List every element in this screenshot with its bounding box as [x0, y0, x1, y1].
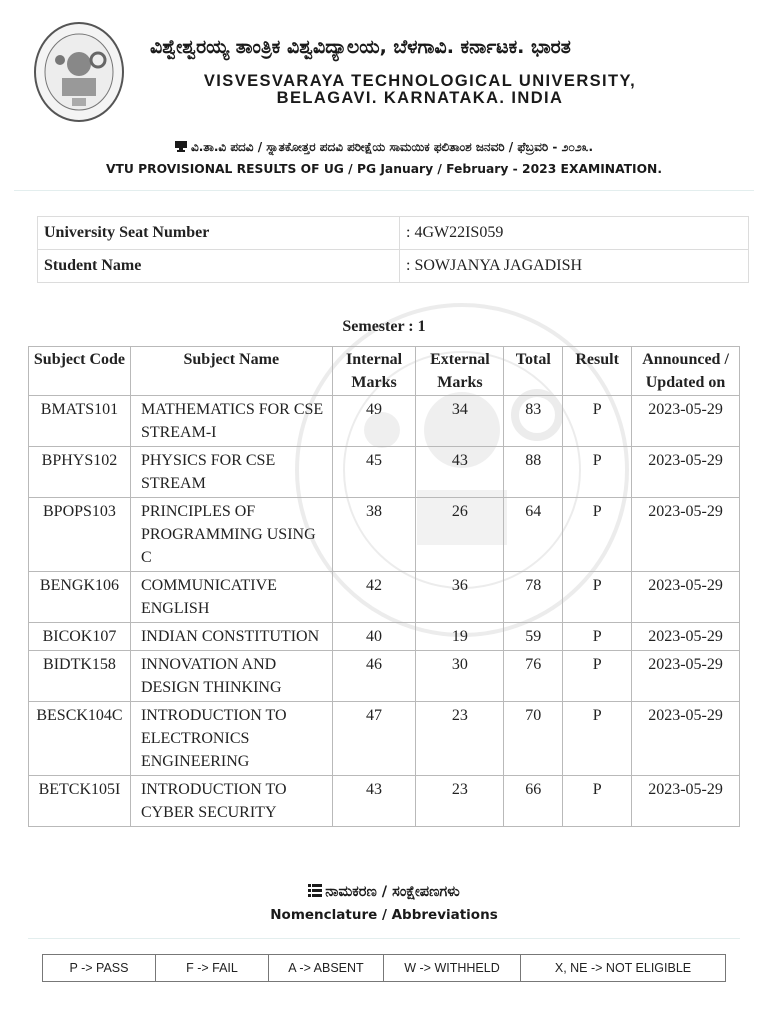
subject-code: BESCK104C [29, 702, 131, 776]
subject-name: INDIAN CONSTITUTION [130, 623, 332, 651]
announced-date: 2023-05-29 [632, 572, 740, 623]
nomenclature-english-title: Nomenclature / Abbreviations [270, 907, 498, 923]
result: P [563, 702, 632, 776]
header-external-marks: External Marks [416, 347, 504, 396]
english-university-location: BELAGAVI. KARNATAKA. INDIA [276, 89, 564, 107]
results-header-row [29, 347, 740, 396]
subject-name: INNOVATION AND DESIGN THINKING [130, 651, 332, 702]
table-row [29, 396, 740, 447]
usn-label: University Seat Number [38, 217, 400, 250]
total-marks: 76 [504, 651, 563, 702]
kannada-subtitle-text: ವಿ.ತಾ.ವಿ ಪದವಿ / ಸ್ನಾತಕೋತ್ತರ ಪದವಿ ಪರೀಕ್ಷೆಯ ಸಾಮಯಿಕ ಫಲಿತಾಂಶ ಜನವರಿ / ಫೆಬ್ರವರಿ - ೨೦೨೩. [190, 140, 594, 154]
announced-date: 2023-05-29 [632, 651, 740, 702]
table-row [29, 651, 740, 702]
subject-name: PRINCIPLES OF PROGRAMMING USING C [130, 498, 332, 572]
total-marks: 64 [504, 498, 563, 572]
subject-code: BICOK107 [29, 623, 131, 651]
legend-absent: A -> ABSENT [269, 955, 384, 982]
internal-marks: 49 [332, 396, 416, 447]
nomenclature-kannada-title [0, 884, 768, 900]
nomenclature-divider [28, 938, 740, 939]
header-divider [14, 190, 754, 191]
usn-row [38, 217, 749, 250]
table-row [29, 498, 740, 572]
external-marks: 23 [416, 702, 504, 776]
page-header [0, 0, 768, 190]
result: P [563, 651, 632, 702]
announced-date: 2023-05-29 [632, 447, 740, 498]
result: P [563, 447, 632, 498]
student-name-value: : SOWJANYA JAGADISH [400, 250, 749, 283]
student-name-row [38, 250, 749, 283]
external-marks: 30 [416, 651, 504, 702]
legend-fail: F -> FAIL [156, 955, 269, 982]
subject-name: INTRODUCTION TO CYBER SECURITY [130, 776, 332, 827]
result: P [563, 776, 632, 827]
legend-pass: P -> PASS [43, 955, 156, 982]
announced-date: 2023-05-29 [632, 623, 740, 651]
subject-name: INTRODUCTION TO ELECTRONICS ENGINEERING [130, 702, 332, 776]
internal-marks: 46 [332, 651, 416, 702]
external-marks: 43 [416, 447, 504, 498]
usn-value: : 4GW22IS059 [400, 217, 749, 250]
table-row [29, 702, 740, 776]
announced-date: 2023-05-29 [632, 498, 740, 572]
external-marks: 36 [416, 572, 504, 623]
english-results-subtitle: VTU PROVISIONAL RESULTS OF UG / PG January / February - 2023 EXAMINATION. [105, 162, 663, 176]
internal-marks: 42 [332, 572, 416, 623]
header-result: Result [563, 347, 632, 396]
header-subject-code: Subject Code [29, 347, 131, 396]
computer-icon [175, 141, 187, 152]
university-logo [32, 20, 126, 124]
kannada-results-subtitle [0, 140, 768, 155]
legend-row [43, 955, 726, 982]
internal-marks: 45 [332, 447, 416, 498]
student-name-label: Student Name [38, 250, 400, 283]
result: P [563, 498, 632, 572]
internal-marks: 38 [332, 498, 416, 572]
header-announced-updated-on: Announced / Updated on [632, 347, 740, 396]
result: P [563, 623, 632, 651]
results-table [28, 346, 740, 827]
list-icon [308, 884, 322, 897]
external-marks: 23 [416, 776, 504, 827]
header-subject-name: Subject Name [130, 347, 332, 396]
subject-name: PHYSICS FOR CSE STREAM [130, 447, 332, 498]
total-marks: 83 [504, 396, 563, 447]
result: P [563, 572, 632, 623]
english-university-title: VISVESVARAYA TECHNOLOGICAL UNIVERSITY, [203, 72, 637, 90]
subject-code: BMATS101 [29, 396, 131, 447]
announced-date: 2023-05-29 [632, 702, 740, 776]
total-marks: 88 [504, 447, 563, 498]
subject-code: BIDTK158 [29, 651, 131, 702]
external-marks: 34 [416, 396, 504, 447]
table-row [29, 572, 740, 623]
table-row [29, 447, 740, 498]
abbreviations-legend [42, 954, 726, 982]
external-marks: 26 [416, 498, 504, 572]
semester-label: Semester : 1 [342, 318, 426, 335]
total-marks: 59 [504, 623, 563, 651]
total-marks: 70 [504, 702, 563, 776]
internal-marks: 47 [332, 702, 416, 776]
subject-code: BENGK106 [29, 572, 131, 623]
internal-marks: 43 [332, 776, 416, 827]
subject-name: MATHEMATICS FOR CSE STREAM-I [130, 396, 332, 447]
external-marks: 19 [416, 623, 504, 651]
subject-name: COMMUNICATIVE ENGLISH [130, 572, 332, 623]
subject-code: BPOPS103 [29, 498, 131, 572]
announced-date: 2023-05-29 [632, 396, 740, 447]
nomenclature-kannada-text: ನಾಮಕರಣ / ಸಂಕ್ಷೇಪಣಗಳು [325, 884, 460, 900]
total-marks: 66 [504, 776, 563, 827]
total-marks: 78 [504, 572, 563, 623]
subject-code: BPHYS102 [29, 447, 131, 498]
subject-code: BETCK105I [29, 776, 131, 827]
result: P [563, 396, 632, 447]
student-info-table [37, 216, 749, 283]
legend-withheld: W -> WITHHELD [384, 955, 521, 982]
table-row [29, 776, 740, 827]
header-internal-marks: Internal Marks [332, 347, 416, 396]
header-total: Total [504, 347, 563, 396]
announced-date: 2023-05-29 [632, 776, 740, 827]
legend-not-eligible: X, NE -> NOT ELIGIBLE [521, 955, 726, 982]
table-row [29, 623, 740, 651]
internal-marks: 40 [332, 623, 416, 651]
kannada-university-title: ವಿಶ್ವೇಶ್ವರಯ್ಯ ತಾಂತ್ರಿಕ ವಿಶ್ವವಿದ್ಯಾಲಯ, ಬೆಳಗಾವಿ. ಕರ್ನಾಟಕ. ಭಾರತ [150, 36, 571, 58]
